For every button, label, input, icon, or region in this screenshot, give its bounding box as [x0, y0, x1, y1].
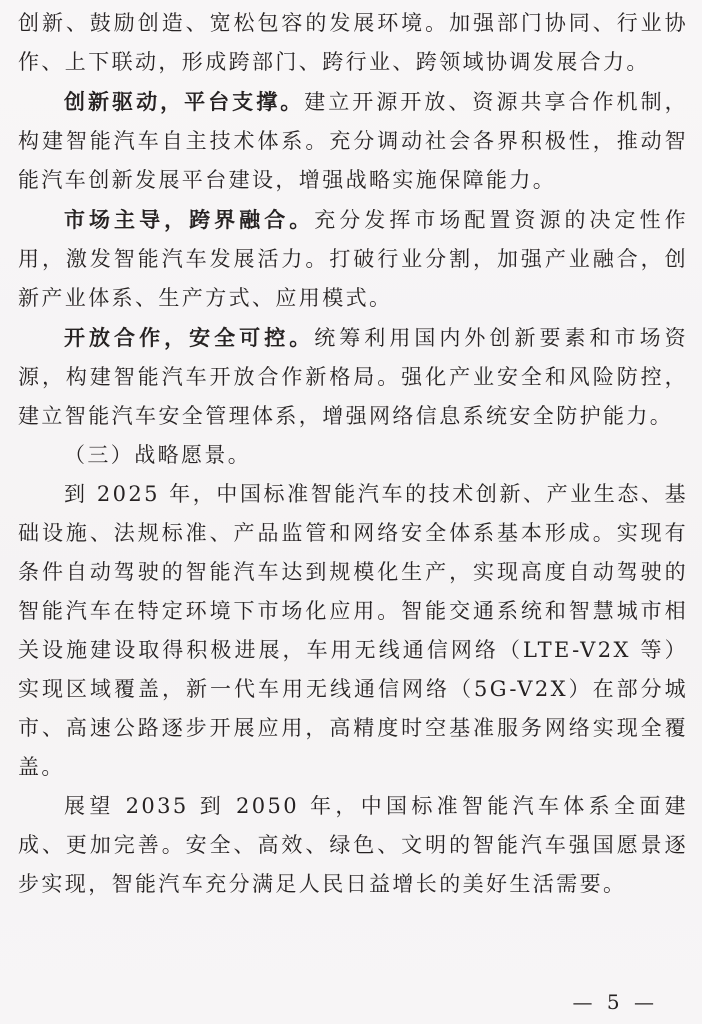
paragraph-market-led	[18, 200, 688, 318]
paragraph-innovation-driven	[18, 82, 688, 200]
paragraph-2025-vision: 到 2025 年，中国标准智能汽车的技术创新、产业生态、基础设施、法规标准、产品监管和网络安全体系基本形成。实现有条件自动驾驶的智能汽车达到规模化生产，实现高度自动驾驶的智能汽车在特定环境下市场化应用。智能交通系统和智慧城市相关设施建设取得积极进展，车用无线通信网络（LTE-V2X 等）实现区域覆盖，新一代车用无线通信网络（5G-V2X）在部分城市、高速公路逐步开展应用，高精度时空基准服务网络实现全覆盖。	[18, 482, 688, 779]
paragraph-lead-innovation: 创新驱动，平台支撑。	[64, 89, 305, 114]
section-heading-vision: （三）战略愿景。	[64, 443, 252, 467]
paragraph-lead-open: 开放合作，安全可控。	[64, 325, 315, 350]
paragraph-continuation: 创新、鼓励创造、宽松包容的发展环境。加强部门协同、行业协作、上下联动，形成跨部门、跨行业、跨领域协调发展合力。	[18, 11, 688, 74]
page-number: — 5 —	[572, 990, 658, 1014]
paragraph-text-innovation: 建立开源开放、资源共享合作机制，构建智能汽车自主技术体系。充分调动社会各界积极性，推动智能汽车创新发展平台建设，增强战略实施保障能力。	[18, 90, 689, 192]
paragraph-text-open: 统筹利用国内外创新要素和市场资源，构建智能汽车开放合作新格局。强化产业安全和风险防控，建立智能汽车安全管理体系，增强网络信息系统安全防护能力。	[18, 326, 688, 428]
document-body	[18, 4, 688, 904]
paragraph-lead-market: 市场主导，跨界融合。	[64, 207, 315, 232]
paragraph-2035-vision: 展望 2035 到 2050 年，中国标准智能汽车体系全面建成、更加完善。安全、高效、绿色、文明的智能汽车强国愿景逐步实现，智能汽车充分满足人民日益增长的美好生活需要。	[18, 794, 688, 896]
paragraph-text-market: 充分发挥市场配置资源的决定性作用，激发智能汽车发展活力。打破行业分割，加强产业融合，创新产业体系、生产方式、应用模式。	[18, 208, 688, 310]
paragraph-open-cooperation	[18, 318, 688, 436]
